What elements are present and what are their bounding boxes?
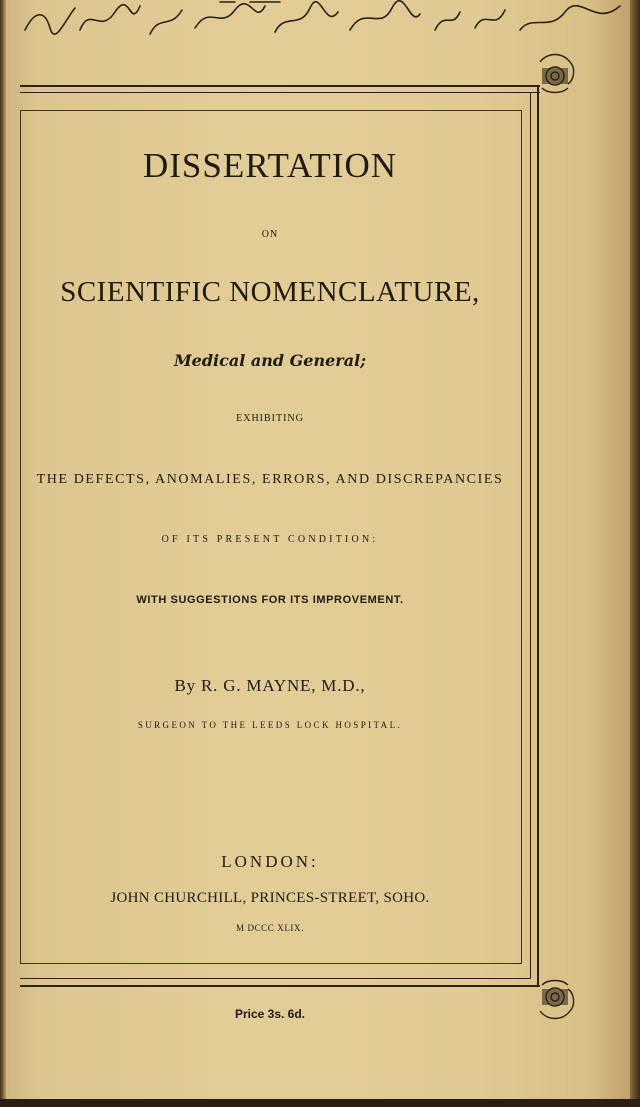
scroll-ornament-icon [530,48,580,98]
author-line: By R. G. MAYNE, M.D., [174,676,366,695]
subject-heading: SCIENTIFIC NOMENCLATURE, [60,276,480,308]
left-page-edge [0,0,6,1107]
publication-year: M DCCC XLIX. [236,923,304,933]
page-title: DISSERTATION [142,146,398,185]
right-vertical-rule-thin [530,92,531,978]
bottom-rule-thin [20,978,531,979]
suggestions-line: WITH SUGGESTIONS FOR ITS IMPROVEMENT. [136,594,404,606]
author-title: SURGEON TO THE LEEDS LOCK HOSPITAL. [137,720,403,730]
exhibiting-label: EXHIBITING [236,413,304,424]
bottom-rule [20,985,540,987]
spine-edge [630,0,640,1107]
defects-line: THE DEFECTS, ANOMALIES, ERRORS, AND DISCREPANCIES [36,472,504,487]
on-label: ON [261,229,279,240]
right-vertical-rule [537,85,539,985]
price-label: Price 3s. 6d. [234,1007,306,1021]
top-rule-thin [20,92,540,93]
handwritten-inscription [20,0,630,40]
scroll-ornament-icon [530,975,580,1025]
subtitle-blackletter: Medical and General; [173,351,367,370]
top-rule [20,85,540,87]
bottom-page-edge [0,1099,640,1107]
place-of-publication: LONDON: [221,852,319,871]
publisher-line: JOHN CHURCHILL, PRINCES-STREET, SOHO. [110,890,430,906]
condition-line: OF ITS PRESENT CONDITION: [161,534,379,545]
